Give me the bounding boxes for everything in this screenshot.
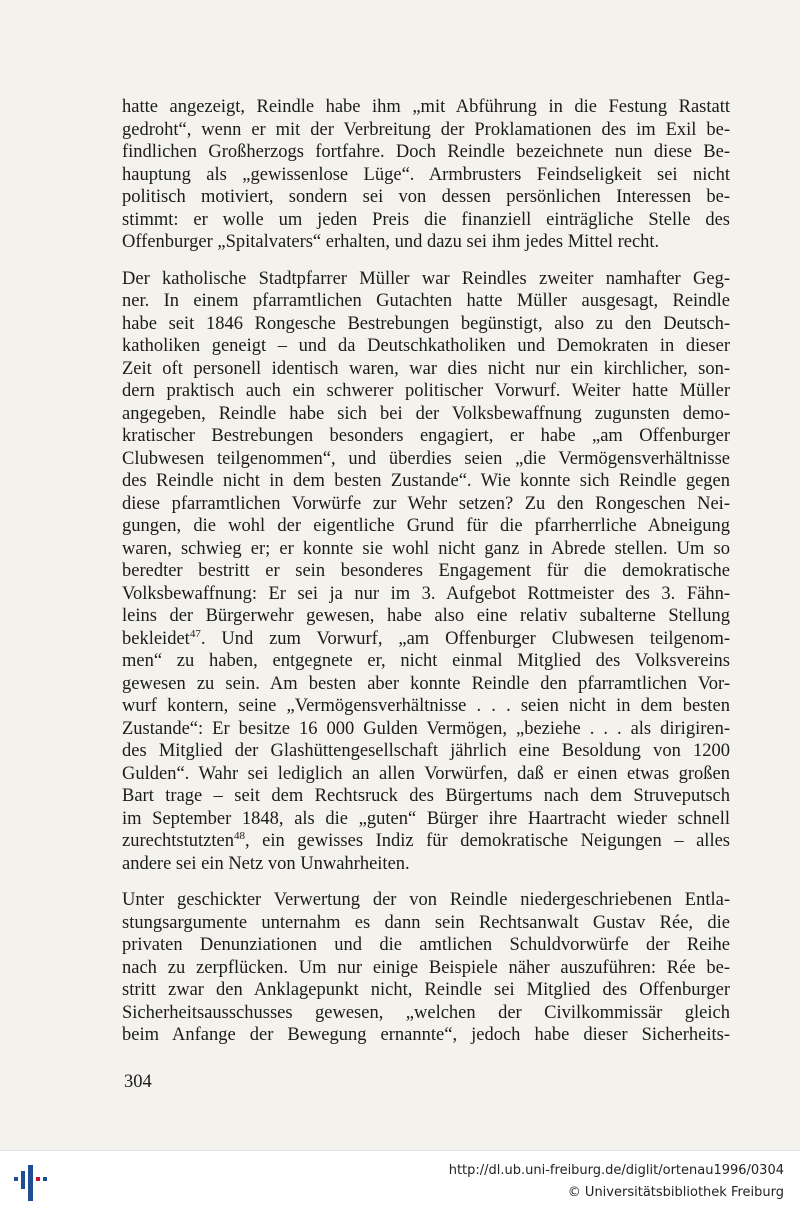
text-line: Sicherheitsausschusses gewesen, „welchen der Civilkommissär gleich <box>122 1002 730 1023</box>
text-line: Offenburger „Spitalvaters“ erhalten, und dazu sei ihm jedes Mittel recht. <box>122 232 660 252</box>
page-number: 304 <box>124 1072 152 1092</box>
text-line: Der katholische Stadtpfarrer Müller war Reindles zweiter namhafter Geg- <box>122 268 730 289</box>
text-line: hauptung als „gewissenlose Lüge“. Armbrusters Feindseligkeit sei nicht <box>122 164 730 185</box>
text-line: nach zu zerpflücken. Um nur einige Beispiele näher auszuführen: Rée be- <box>122 957 730 978</box>
text-line: gungen, die wohl der eigentliche Grund für die pfarrherrliche Abneigung <box>122 516 730 536</box>
text-line: Zeit oft personell identisch waren, war dies nicht nur ein kirchlicher, son- <box>122 358 730 379</box>
text-line: des Reindle nicht in dem besten Zustande“. Wie konnte sich Reindle gegen <box>122 471 730 491</box>
text-line: diese pfarramtlichen Vorwürfe zur Wehr setzen? Zu den Rongeschen Nei- <box>122 493 730 514</box>
text-line: Zustande“: Er besitze 16 000 Gulden Vermögen, „beziehe . . . als dirigiren- <box>122 718 730 739</box>
text-line: stungsargumente unternahm es dann sein Rechtsanwalt Gustav Rée, die <box>122 912 730 933</box>
text-line: gedroht“, wenn er mit der Verbreitung der Proklamationen des im Exil be- <box>122 119 730 140</box>
text-line: stimmt: er wolle um jeden Preis die finanziell einträgliche Stelle des <box>122 209 730 230</box>
text-line: Bart trage – seit dem Rechtsruck des Bürgertums nach dem Struveputsch <box>122 786 730 806</box>
text-line: politisch motiviert, sondern sei von dessen persönlichen Interessen be- <box>122 187 730 207</box>
body-text <box>122 96 730 1047</box>
text-line: katholiken geneigt – und da Deutschkatholiken und Demokraten in dieser <box>122 336 730 356</box>
text-line: zurechtstutzten$^{48}$, ein gewisses Indiz für demokratische Neigungen – alles <box>122 829 730 851</box>
text-line: hatte angezeigt, Reindle habe ihm „mit Abführung in die Festung Rastatt <box>122 97 730 117</box>
text-line: privaten Denunziationen und die amtlichen Schuldvorwürfe der Reihe <box>122 935 730 955</box>
paragraph <box>122 889 730 1047</box>
text-line: findlichen Großherzogs fortfahre. Doch Reindle bezeichnete nun diese Be- <box>122 142 730 162</box>
text-line: stritt zwar den Anklagepunkt nicht, Reindle sei Mitglied des Offenburger <box>122 980 730 1000</box>
footer-copyright: © Universitätsbibliothek Freiburg <box>567 1185 784 1200</box>
text-line: ner. In einem pfarramtlichen Gutachten hatte Müller ausgesagt, Reindle <box>122 291 730 311</box>
footnote-marker[interactable]: 47 <box>189 627 201 640</box>
ub-freiburg-logo-icon[interactable] <box>10 1163 50 1203</box>
text-line: leins der Bürgerwehr gewesen, habe also eine relativ subalterne Stellung <box>122 606 730 626</box>
footnote-marker[interactable]: 48 <box>233 829 245 842</box>
text-line: im September 1848, als die „guten“ Bürger ihre Haartracht wieder schnell <box>122 808 730 829</box>
text-line: Clubwesen teilgenommen“, und überdies seien „die Vermögensverhältnisse <box>122 448 730 469</box>
text-line: waren, schwieg er; er konnte sie wohl nicht ganz in Abrede stellen. Um so <box>122 538 730 559</box>
text-line: gewesen zu sein. Am besten aber konnte Reindle den pfarramtlichen Vor- <box>122 673 730 694</box>
text-line: habe seit 1846 Rongesche Bestrebungen begünstigt, also zu den Deutsch- <box>122 313 730 334</box>
footer-url-link[interactable]: http://dl.ub.uni-freiburg.de/diglit/ortenau1996/0304 <box>448 1163 784 1178</box>
text-line: kratischer Bestrebungen besonders engagiert, er habe „am Offenburger <box>122 426 730 446</box>
text-line: wurf kontern, seine „Vermögensverhältnisse . . . seien nicht in dem besten <box>122 696 730 716</box>
paragraph <box>122 268 730 876</box>
text-line: men“ zu haben, entgegnete er, nicht einmal Mitglied des Volksvereins <box>122 651 730 671</box>
text-line: andere sei ein Netz von Unwahrheiten. <box>122 853 410 874</box>
text-line: des Mitglied der Glashüttengesellschaft jährlich eine Besoldung von 1200 <box>122 741 730 761</box>
footer-bar <box>0 1150 800 1213</box>
text-line: beredter bestritt er sein besonderes Engagement für die demokratische <box>122 561 730 581</box>
text-line: Unter geschickter Verwertung der von Reindle niedergeschriebenen Entla- <box>122 890 730 910</box>
text-line: angegeben, Reindle habe sich bei der Volksbewaffnung zugunsten demo- <box>122 403 730 424</box>
text-line: bekleidet$^{47}$. Und zum Vorwurf, „am Offenburger Clubwesen teilgenom- <box>122 627 730 649</box>
paragraph <box>122 96 730 254</box>
text-line: beim Anfange der Bewegung ernannte“, jedoch habe dieser Sicherheits- <box>122 1025 730 1045</box>
text-line: Volksbewaffnung: Er sei ja nur im 3. Aufgebot Rottmeister des 3. Fähn- <box>122 583 730 604</box>
text-line: Gulden“. Wahr sei lediglich an allen Vorwürfen, daß er einen etwas großen <box>122 763 730 784</box>
text-line: dern praktisch auch ein schwerer politischer Vorwurf. Weiter hatte Müller <box>122 381 730 401</box>
